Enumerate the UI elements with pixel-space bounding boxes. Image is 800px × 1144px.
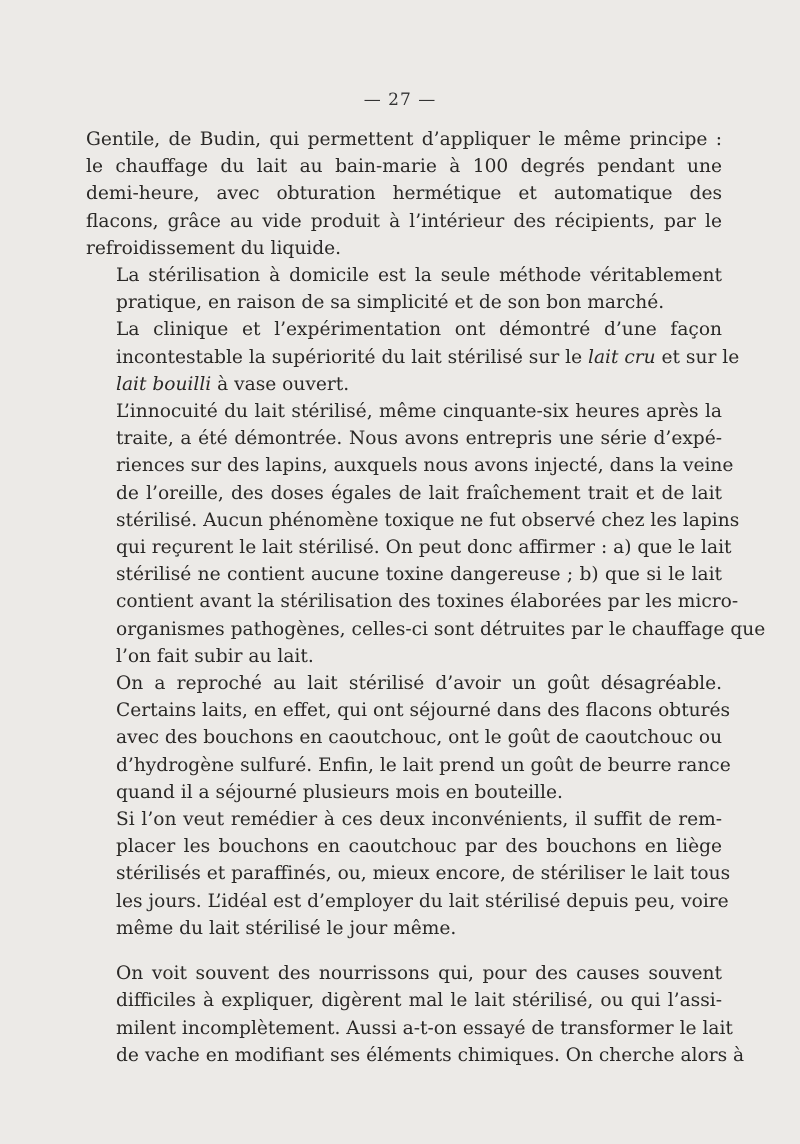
text-line: stérilisé ne contient aucune toxine dangereuse ; b) que si le lait (116, 564, 722, 586)
text-line: quand il a séjourné plusieurs mois en bouteille. (116, 781, 563, 803)
text-line: stérilisé. Aucun phénomène toxique ne fut observé chez les lapins (116, 509, 740, 531)
paragraph-5 (86, 670, 731, 806)
text-line: L’innocuité du lait stérilisé, même cinquante-six heures après la (116, 401, 722, 423)
text-line: contient avant la stérilisation des toxines élaborées par les micro- (116, 591, 739, 613)
text-line: Si l’on veut remédier à ces deux inconvénients, il suffit de rem- (116, 809, 722, 831)
text-line: de l’oreille, des doses égales de lait fraîchement trait et de lait (116, 482, 722, 504)
paragraph-1 (86, 126, 722, 262)
paragraph-3 (86, 316, 740, 398)
text-line: La stérilisation à domicile est la seule méthode véritablement (116, 265, 722, 287)
text-line: placer les bouchons en caoutchouc par des bouchons en liège (116, 836, 722, 858)
body-text (86, 126, 766, 1069)
text-line: d’hydrogène sulfuré. Enfin, le lait prend un goût de beurre rance (116, 754, 731, 776)
text-line: organismes pathogènes, celles-ci sont détruites par le chauffage que (116, 618, 766, 640)
text-line: stérilisés et paraffinés, ou, mieux encore, de stériliser le lait tous (116, 863, 731, 885)
text-line: pratique, en raison de sa simplicité et de son bon marché. (116, 292, 665, 314)
text-line: riences sur des lapins, auxquels nous avons injecté, dans la veine (116, 455, 734, 477)
text-line: avec des bouchons en caoutchouc, ont le goût de caoutchouc ou (116, 727, 723, 749)
text-line: qui reçurent le lait stérilisé. On peut donc affirmer : a) que le lait (116, 537, 732, 559)
text-line: de vache en modifiant ses éléments chimiques. On cherche alors à (116, 1044, 745, 1066)
text-line: difficiles à expliquer, digèrent mal le lait stérilisé, ou qui l’assi- (116, 990, 722, 1012)
italic-phrase: lait cru (588, 346, 656, 368)
text-line: l’on fait subir au lait. (116, 645, 314, 667)
text-line: le chauffage du lait au bain-marie à 100 degrés pendant une (86, 156, 722, 178)
text-line: On a reproché au lait stérilisé d’avoir un goût désagréable. (116, 673, 722, 695)
paragraph-4 (86, 398, 766, 670)
text-line: demi-heure, avec obturation hermétique et automatique des (86, 183, 722, 205)
text-line-italic-2: lait bouilli à vase ouvert. (116, 373, 350, 395)
paragraph-6 (86, 806, 731, 942)
text-line: On voit souvent des nourrissons qui, pour des causes souvent (116, 963, 722, 985)
text-line: même du lait stérilisé le jour même. (116, 917, 457, 939)
text-line: flacons, grâce au vide produit à l’intérieur des récipients, par le (86, 210, 722, 232)
paragraph-2 (86, 262, 722, 316)
text-line: Gentile, de Budin, qui permettent d’appliquer le même principe : (86, 129, 722, 150)
text-line: La clinique et l’expérimentation ont démontré d’une façon (116, 319, 722, 341)
text-line: Certains laits, en effet, qui ont séjourné dans des flacons obturés (116, 700, 731, 722)
text-line: refroidissement du liquide. (86, 237, 342, 259)
text-line: milent incomplètement. Aussi a-t-on essayé de transformer le lait (116, 1017, 733, 1039)
italic-phrase: lait bouilli (116, 373, 212, 395)
text-line: traite, a été démontrée. Nous avons entrepris une série d’expé- (116, 428, 722, 450)
text-line: les jours. L’idéal est d’employer du lait stérilisé depuis peu, voire (116, 890, 729, 912)
text-line-italic-1: incontestable la supériorité du lait stérilisé sur le lait cru et sur le (116, 346, 740, 368)
page-number: — 27 — (363, 90, 437, 110)
paragraph-7 (86, 960, 745, 1069)
